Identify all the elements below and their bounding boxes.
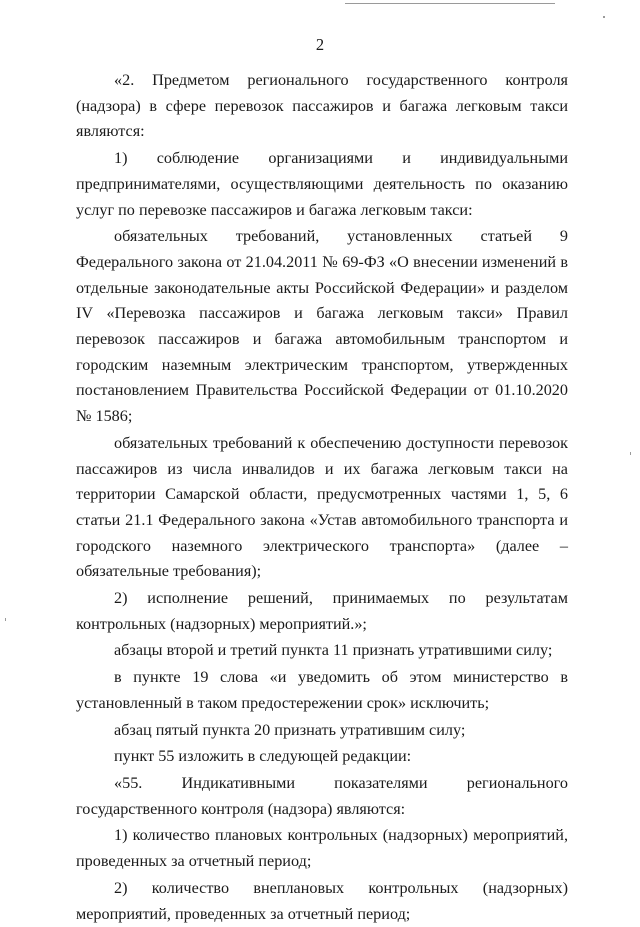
paragraph-clause-55-intro: пункт 55 изложить в следующей редакции: — [114, 747, 412, 766]
paragraph-indicator-1: 1) количество плановых контрольных (надзорных) мероприятий, проведенных за отчетный период; — [76, 826, 568, 871]
paragraph-clause-11: абзацы второй и третий пункта 11 признать утратившими силу; — [114, 641, 553, 660]
scan-artifact-top-line — [345, 3, 555, 4]
scan-artifact-dot-right — [630, 452, 631, 455]
page-number: 2 — [315, 35, 325, 54]
paragraph-mandatory-requirements: обязательных требований, установленных статьей 9 Федерального закона от 21.04.2011 № 69-ФЗ «О внесении изменений в отдельные законодательные акты Российской Федерации» и разделом IV «Перевозка пассажиров и багажа легковым такси» Правил перевозок пассажиров и багажа автомобильным транспортом и городским наземным электрическим транспортом, утвержденных постановлением Правительства Российской Федерации от 01.10.2020 № 1586; — [76, 227, 568, 426]
paragraph-item-2-execution: 2) исполнение решений, принимаемых по результатам контрольных (надзорных) мероприятий.»; — [76, 589, 568, 633]
paragraph-item-1-compliance: 1) соблюдение организациями и индивидуальными предпринимателями, осуществляющими деятельность по оказанию услуг по перевозке пассажиров и багажа легковым такси: — [76, 149, 568, 219]
paragraph-indicator-2: 2) количество внеплановых контрольных (надзорных) мероприятий, проведенных за отчетный период; — [76, 878, 568, 923]
paragraph-clause-55-indicators: «55. Индикативными показателями регионального государственного контроля (надзора) являются: — [76, 773, 568, 818]
paragraph-subject-of-control: «2. Предметом регионального государственного контроля (надзора) в сфере перевозок пассажиров и багажа легковым такси являются: — [76, 71, 568, 141]
paragraph-clause-20: абзац пятый пункта 20 признать утратившим силу; — [114, 720, 466, 739]
document-body — [76, 68, 568, 927]
scan-artifact-dot — [603, 16, 605, 18]
paragraph-accessibility-requirements: обязательных требований к обеспечению доступности перевозок пассажиров из числа инвалидов и их багажа легковым такси на территории Самарской области, предусмотренных частями 1, 5, 6 статьи 21.1 Федерального закона «Устав автомобильного транспорта и городского наземного электрического транспорта» (далее – обязательные требования); — [76, 433, 568, 581]
scan-artifact-dot-left — [5, 618, 6, 621]
paragraph-clause-19: в пункте 19 слова «и уведомить об этом министерство в установленный в таком предостережении срок» исключить; — [76, 668, 568, 712]
